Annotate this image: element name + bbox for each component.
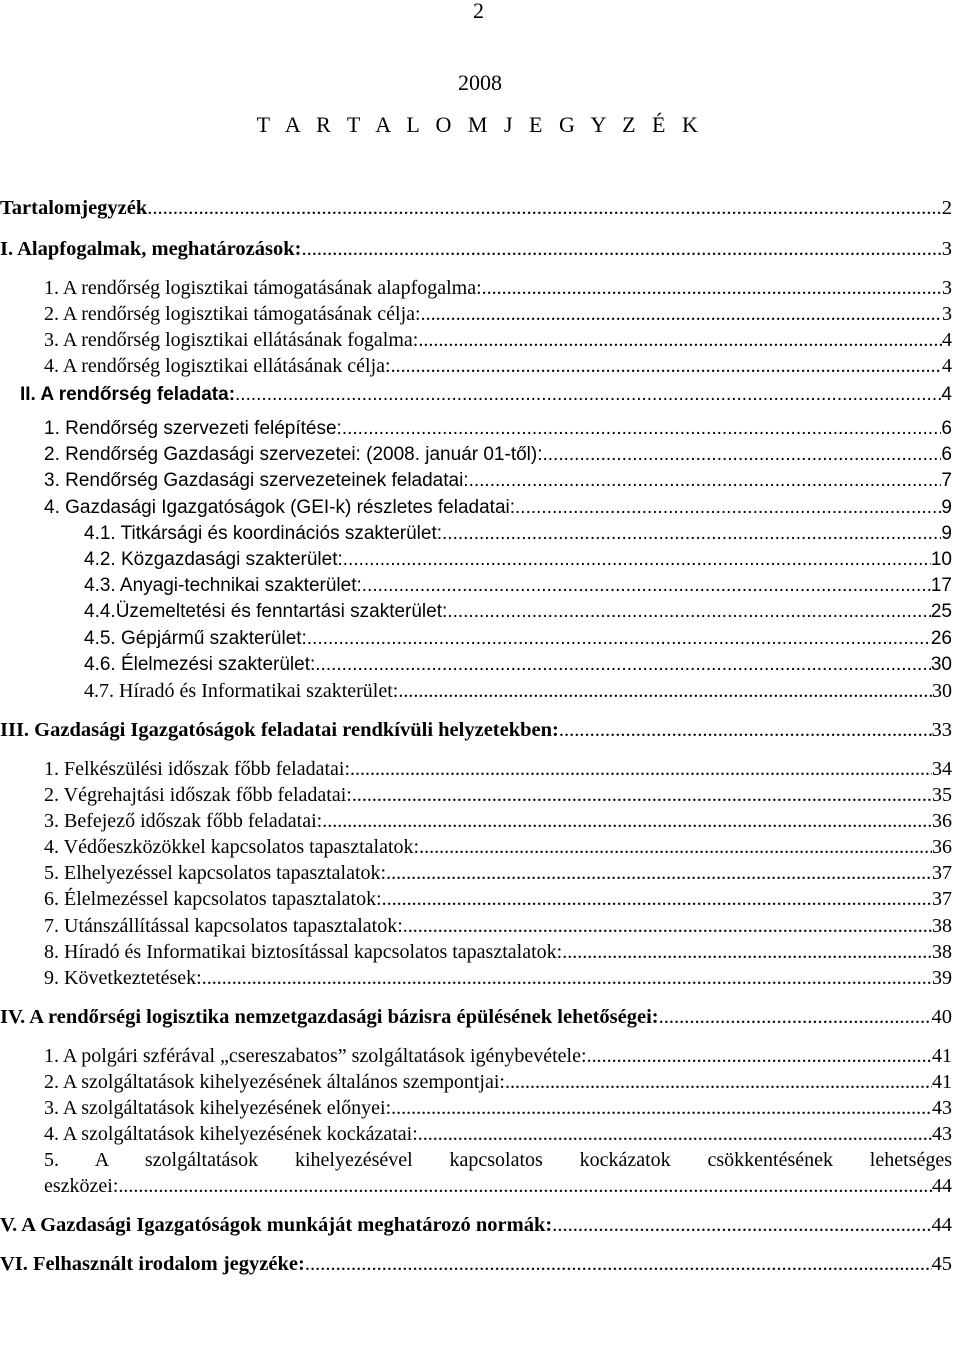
toc-leader-dots — [202, 965, 932, 991]
toc-entry-page: 3 — [941, 238, 952, 260]
toc-entry[interactable] — [0, 195, 952, 221]
toc-entry-text: 4. A szolgáltatások kihelyezésének kockázatai: — [44, 1123, 418, 1145]
toc-entry-text: V. A Gazdasági Igazgatóságok munkáját meghatározó normák: — [0, 1214, 553, 1236]
toc-entry-page: 45 — [931, 1253, 952, 1275]
toc-entry-page: 30 — [932, 680, 952, 702]
toc-entry-page: 30 — [930, 654, 952, 675]
toc-entry[interactable] — [44, 939, 952, 965]
toc-entry[interactable] — [44, 782, 952, 808]
toc-entry-page: 38 — [932, 941, 952, 963]
toc-entry[interactable] — [44, 886, 952, 912]
toc-entry-page: 33 — [931, 719, 952, 741]
toc-entry[interactable] — [44, 495, 952, 521]
toc-leader-dots — [447, 599, 931, 625]
toc-entry[interactable] — [44, 468, 952, 494]
toc-entry[interactable] — [84, 626, 952, 652]
toc-entry-page: 35 — [932, 784, 952, 806]
toc-entry-text: 3. Befejező időszak főbb feladatai: — [44, 810, 323, 832]
toc-entry-text: VI. Felhasznált irodalom jegyzéke: — [0, 1253, 305, 1275]
toc-entry-page: 9 — [941, 497, 952, 518]
toc-entry[interactable] — [0, 1212, 952, 1238]
toc-leader-dots — [442, 521, 941, 547]
toc-entry-page: 37 — [932, 862, 952, 884]
toc-entry-text: 4.5. Gépjármű szakterület: — [84, 628, 307, 649]
page-number: 2 — [473, 0, 484, 23]
toc-leader-dots — [398, 678, 932, 704]
toc-entry-text: 4.7. Híradó és Informatikai szakterület: — [84, 680, 399, 702]
toc-leader-dots — [587, 1043, 932, 1069]
toc-leader-dots — [307, 626, 931, 652]
toc-entry[interactable] — [44, 416, 952, 442]
toc-entry[interactable] — [84, 599, 952, 625]
toc-leader-dots — [301, 236, 941, 262]
toc-entry[interactable] — [44, 275, 952, 301]
toc-entry-text: 3. Rendőrség Gazdasági szervezeteinek feladatai: — [44, 470, 469, 491]
toc-entry-page: 36 — [932, 810, 952, 832]
toc-entry-text: 1. A rendőrség logisztikai támogatásának alapfogalma: — [44, 277, 482, 299]
toc-entry[interactable] — [44, 301, 952, 327]
toc-entry-text: 1. Rendőrség szervezeti felépítése: — [44, 418, 342, 439]
toc-entry-page: 38 — [932, 915, 952, 937]
toc-entry-text: 4.3. Anyagi-technikai szakterület: — [84, 575, 362, 596]
toc-entry[interactable] — [84, 521, 952, 547]
toc-entry-page: 43 — [932, 1097, 952, 1119]
toc-entry-text: 1. Felkészülési időszak főbb feladatai: — [44, 758, 351, 780]
toc-leader-dots — [342, 416, 942, 442]
toc-leader-dots — [118, 1173, 932, 1199]
toc-entry-text: Tartalomjegyzék — [0, 197, 148, 219]
toc-entry-page: 4 — [941, 384, 952, 405]
toc-entry[interactable] — [44, 1147, 952, 1173]
toc-entry-text: 4. A rendőrség logisztikai ellátásának célja: — [44, 355, 391, 377]
toc-leader-dots — [382, 886, 932, 912]
toc-entry-text: 3. A szolgáltatások kihelyezésének előnyei: — [44, 1097, 392, 1119]
toc-entry-page: 3 — [942, 303, 952, 325]
toc-entry-text: 9. Következtetések: — [44, 967, 202, 989]
toc-entry-text: eszközei: — [44, 1175, 119, 1197]
toc-leader-dots — [505, 1069, 932, 1095]
toc-entry-text: 4.4.Üzemeltetési és fenntartási szakterület: — [84, 601, 448, 622]
toc-entry-text: 4.2. Közgazdasági szakterület: — [84, 549, 343, 570]
toc-entry[interactable] — [44, 965, 952, 991]
toc-leader-dots — [418, 1121, 932, 1147]
toc-leader-dots — [350, 756, 932, 782]
document-year: 2008 — [458, 70, 502, 95]
toc-entry[interactable] — [44, 808, 952, 834]
toc-leader-dots — [403, 913, 932, 939]
toc-entry-page: 7 — [941, 470, 952, 491]
toc-entry-text: 6. Élelmezéssel kapcsolatos tapasztalatok: — [44, 888, 382, 910]
toc-leader-dots — [419, 834, 932, 860]
toc-entry-text: 8. Híradó és Informatikai biztosítással kapcsolatos tapasztalatok: — [44, 941, 563, 963]
toc-entry-page: 6 — [941, 444, 952, 465]
toc-entry-page: 40 — [931, 1006, 952, 1028]
toc-entry-page: 3 — [942, 277, 952, 299]
toc-leader-dots — [543, 442, 942, 468]
toc-entry-text: II. A rendőrség feladata: — [20, 384, 236, 405]
toc-entry-page: 39 — [932, 967, 952, 989]
toc-entry-page: 41 — [932, 1045, 952, 1067]
toc-entry[interactable] — [20, 382, 952, 408]
toc-leader-dots — [315, 652, 931, 678]
toc-leader-dots — [421, 301, 942, 327]
toc-entry-text: IV. A rendőrségi logisztika nemzetgazdasági bázisra épülésének lehetőségei: — [0, 1006, 659, 1028]
toc-entry-page: 17 — [930, 575, 952, 596]
toc-entry-text: 4. Védőeszközökkel kapcsolatos tapasztalatok: — [44, 836, 420, 858]
toc-entry[interactable] — [44, 1043, 952, 1069]
toc-entry[interactable] — [44, 1069, 952, 1095]
toc-entry-text: 2. Rendőrség Gazdasági szervezetei: (2008. január 01-től): — [44, 444, 543, 465]
toc-entry-text: 4.1. Titkársági és koordinációs szakterület: — [84, 523, 443, 544]
toc-leader-dots — [559, 717, 932, 743]
toc-entry[interactable] — [44, 442, 952, 468]
toc-entry[interactable] — [0, 717, 952, 743]
toc-entry-text: III. Gazdasági Igazgatóságok feladatai rendkívüli helyzetekben: — [0, 719, 559, 741]
toc-entry-text: 5. A szolgáltatások kihelyezésével kapcsolatos kockázatok csökkentésének lehetséges — [44, 1149, 952, 1171]
toc-entry-page: 25 — [930, 601, 952, 622]
toc-entry[interactable] — [84, 652, 952, 678]
toc-entry-text: 7. Utánszállítással kapcsolatos tapasztalatok: — [44, 915, 403, 937]
toc-entry-page: 36 — [932, 836, 952, 858]
toc-entry[interactable] — [44, 353, 952, 379]
toc-leader-dots — [147, 195, 941, 221]
toc-entry[interactable] — [84, 678, 952, 704]
toc-leader-dots — [322, 808, 932, 834]
toc-leader-dots — [391, 353, 942, 379]
toc-entry[interactable] — [44, 1121, 952, 1147]
toc-entry[interactable] — [44, 860, 952, 886]
toc-entry-page: 2 — [941, 197, 952, 219]
toc-entry-page: 26 — [930, 628, 952, 649]
toc-entry-page: 44 — [931, 1214, 952, 1236]
toc-entry-page: 43 — [932, 1123, 952, 1145]
toc-entry-text: 2. A szolgáltatások kihelyezésének általános szempontjai: — [44, 1071, 505, 1093]
toc-entry[interactable] — [44, 327, 952, 353]
toc-leader-dots — [552, 1212, 931, 1238]
toc-entry[interactable] — [44, 756, 952, 782]
toc-entry[interactable] — [0, 1004, 952, 1030]
toc-leader-dots — [386, 860, 932, 886]
toc-leader-dots — [391, 1095, 932, 1121]
toc-leader-dots — [235, 382, 941, 408]
toc-entry-page: 9 — [941, 523, 952, 544]
toc-entry[interactable] — [0, 236, 952, 262]
toc-leader-dots — [482, 275, 942, 301]
toc-entry[interactable] — [44, 834, 952, 860]
toc-entry[interactable] — [44, 913, 952, 939]
toc-leader-dots — [659, 1004, 932, 1030]
toc-entry[interactable] — [44, 1095, 952, 1121]
toc-entry-text: 2. A rendőrség logisztikai támogatásának célja: — [44, 303, 421, 325]
toc-leader-dots — [352, 782, 932, 808]
toc-leader-dots — [562, 939, 932, 965]
toc-entry-page: 4 — [942, 329, 952, 351]
toc-entry-text: 3. A rendőrség logisztikai ellátásának fogalma: — [44, 329, 419, 351]
toc-leader-dots — [362, 573, 931, 599]
toc-leader-dots — [343, 547, 931, 573]
toc-title: T A R T A L O M J E G Y Z É K — [256, 112, 704, 137]
toc-entry-text: 4. Gazdasági Igazgatóságok (GEI-k) részletes feladatai: — [44, 497, 516, 518]
toc-entry-text: 5. Elhelyezéssel kapcsolatos tapasztalatok: — [44, 862, 387, 884]
toc-entry-page: 37 — [932, 888, 952, 910]
toc-entry[interactable] — [84, 547, 952, 573]
toc-leader-dots — [418, 327, 942, 353]
toc-entry[interactable] — [44, 1173, 952, 1199]
toc-entry-page: 44 — [932, 1175, 952, 1197]
toc-entry-page: 4 — [942, 355, 952, 377]
toc-entry-page: 10 — [930, 549, 952, 570]
toc-entry-text: 1. A polgári szférával „csereszabatos” szolgáltatások igénybevétele: — [44, 1045, 587, 1067]
toc-entry[interactable] — [84, 573, 952, 599]
toc-leader-dots — [515, 495, 941, 521]
toc-entry-text: 4.6. Élelmezési szakterület: — [84, 654, 316, 675]
toc-entry[interactable] — [0, 1251, 952, 1277]
toc-entry-text: I. Alapfogalmak, meghatározások: — [0, 238, 302, 260]
toc-leader-dots — [305, 1251, 932, 1277]
toc-entry-text: 2. Végrehajtási időszak főbb feladatai: — [44, 784, 352, 806]
toc-leader-dots — [469, 468, 942, 494]
toc-entry-page: 6 — [941, 418, 952, 439]
toc-entry-page: 41 — [932, 1071, 952, 1093]
toc-entry-page: 34 — [932, 758, 952, 780]
